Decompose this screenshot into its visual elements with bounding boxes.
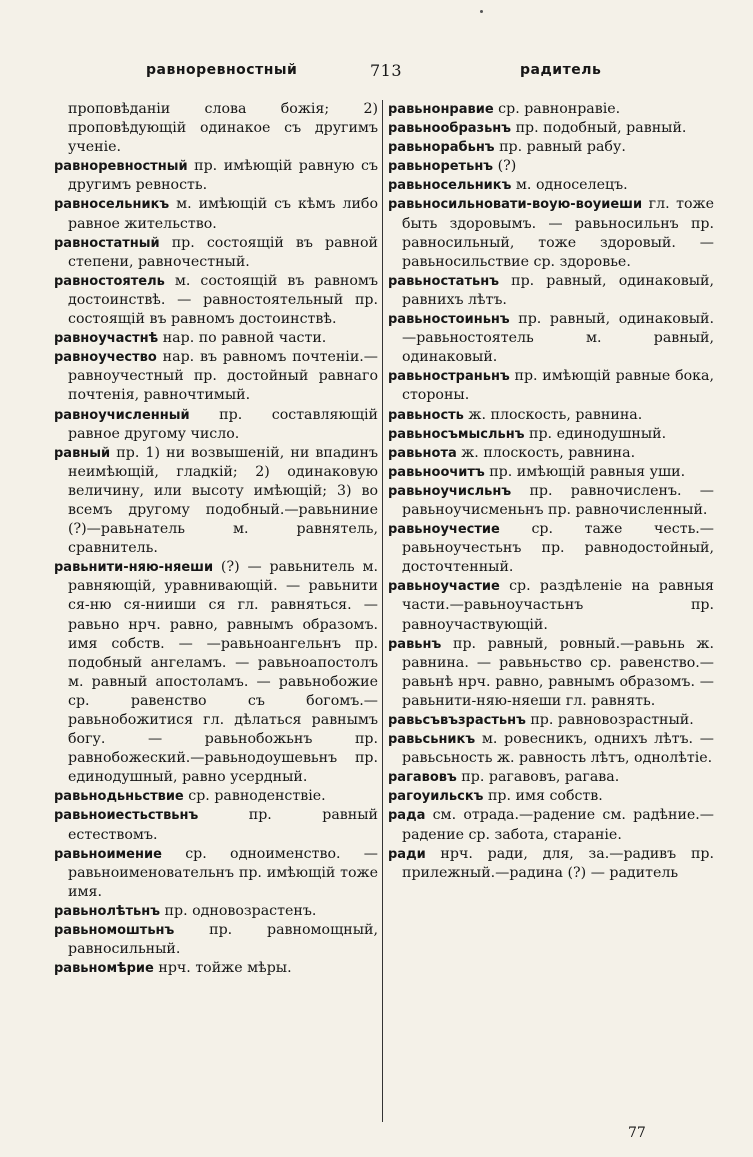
entry-text: пр. 1) ни возвышеній, ни впадинъ неимѣющій, гладкій; 2) одинаковую величину, или высоту имѣющій; 3) во всемъ другому подобный.—равьниние (?)—равьнатель м. равнятель, сравнитель. bbox=[68, 444, 378, 557]
dictionary-entry bbox=[388, 100, 714, 119]
entry-lemma: равьносельникъ bbox=[388, 178, 512, 194]
entry-text: м. односелецъ. bbox=[511, 177, 628, 194]
dictionary-entry bbox=[388, 577, 714, 634]
dictionary-entry bbox=[388, 272, 714, 310]
dictionary-entry bbox=[388, 119, 714, 138]
entry-text: ср. одноименство. — равьноименовательнъ пр. имѣющій тоже имя. bbox=[68, 845, 378, 900]
dictionary-entry bbox=[388, 806, 714, 844]
dictionary-entry bbox=[54, 902, 378, 921]
entry-lemma: равьсьникъ bbox=[388, 732, 476, 748]
entry-text: пр. подобный, равный. bbox=[511, 120, 687, 137]
dictionary-entry bbox=[388, 463, 714, 482]
entry-text: ср. раздѣленіе на равныя части.—равьноучастьнъ пр. равноучаствующій. bbox=[402, 578, 714, 633]
entry-lemma: равьносъмысльнъ bbox=[388, 426, 525, 442]
ink-speck bbox=[480, 10, 483, 13]
dictionary-entry bbox=[54, 348, 378, 405]
dictionary-entry bbox=[54, 806, 378, 844]
entry-lemma: равьностатьнъ bbox=[388, 273, 499, 289]
entry-text: ср. таже честь.—равьноучестьнъ пр. равнодостойный, досточтенный. bbox=[402, 521, 714, 576]
dictionary-entry bbox=[54, 921, 378, 959]
dictionary-entry bbox=[54, 406, 378, 444]
header-right-word: радитель bbox=[520, 62, 602, 78]
dictionary-entry bbox=[388, 138, 714, 157]
column-divider bbox=[382, 100, 383, 1122]
entry-lemma: равноревностный bbox=[54, 159, 188, 175]
entry-lemma: равьностраньнъ bbox=[388, 369, 510, 385]
dictionary-entry bbox=[388, 176, 714, 195]
entry-text: пр. имѣющій равные бока, стороны. bbox=[402, 368, 714, 404]
dictionary-entry bbox=[388, 711, 714, 730]
entry-text: гл. тоже быть здоровымъ. — равьносильнъ пр. равносильный, тоже здоровый. — равьносильствие ср. здоровье. bbox=[402, 196, 714, 270]
entry-text: пр. рагавовъ, рагава. bbox=[456, 769, 620, 786]
entry-lemma: ради bbox=[388, 846, 426, 862]
dictionary-entry bbox=[54, 959, 378, 978]
dictionary-entry bbox=[388, 482, 714, 520]
entry-text: нар. въ равномъ почтеніи.—равноучестный пр. достойный равнаго почтенія, равночтимый. bbox=[68, 349, 378, 404]
left-column bbox=[54, 100, 378, 978]
entry-text: пр. равный, одинаковый, равнихъ лѣтъ. bbox=[402, 272, 714, 308]
entry-lemma: равьномѣрие bbox=[54, 961, 154, 977]
entry-text: пр. равный, ровный.—равьнь ж. равнина. — равьньство ср. равенство.— равьнѣ нрч. равно, равнымъ образомъ. — равьнити-няю-няеши гл. равнять. bbox=[402, 635, 714, 709]
entry-lemma: равьноучастие bbox=[388, 579, 500, 595]
entry-lemma: равьностоиньнъ bbox=[388, 312, 510, 328]
entry-lemma: равноучисленный bbox=[54, 407, 190, 423]
dictionary-entry bbox=[54, 845, 378, 902]
entry-text: ж. плоскость, равнина. bbox=[456, 444, 636, 461]
entry-lemma: рагоуильскъ bbox=[388, 789, 484, 805]
signature-number: 77 bbox=[628, 1125, 646, 1141]
entry-text: пр. имѣющій равныя уши. bbox=[484, 463, 686, 480]
entry-text: пр. равномощный, равносильный. bbox=[68, 922, 378, 958]
entry-lemma: равьноимение bbox=[54, 846, 162, 862]
entry-lemma: равьноучестие bbox=[388, 522, 500, 538]
entry-lemma: равьноучисльнъ bbox=[388, 483, 512, 499]
dictionary-entry bbox=[54, 272, 378, 329]
entry-lemma: равьнодьньствие bbox=[54, 789, 184, 805]
dictionary-entry bbox=[54, 234, 378, 272]
entry-text: ж. плоскость, равнина. bbox=[463, 406, 643, 423]
entry-text: (?) — равьнитель м. равняющій, уравнивающій. — равьнити ся-ню ся-нииши ся гл. равняться. — равьно нрч. равно, равнымъ образомъ. имя собств. — —равьноангельнъ пр. подобный ангеламъ. — равьноапостолъ м. равный апостоламъ. — равьнобожие ср. равенство съ богомъ.—равьнобожитися гл. дѣлаться равнымъ богу. — равьнобожьнъ пр. равнобожеский.—равьнодоушевьнъ пр. единодушный, равно усердный. bbox=[68, 559, 378, 786]
entry-text: пр. равный, одинаковый.—равьностоятель м. равный, одинаковый. bbox=[402, 311, 714, 366]
entry-text: пр. состоящій въ равной степени, равночестный. bbox=[68, 234, 378, 270]
entry-lemma: равьномоштьнъ bbox=[54, 923, 175, 939]
entry-text: проповѣданіи слова божія; 2) проповѣдующій одинакое съ другимъ ученіе. bbox=[68, 101, 378, 156]
entry-text: пр. равночисленъ. — равьноучисменьнъ пр. равночисленный. bbox=[402, 482, 714, 518]
dictionary-entry bbox=[388, 157, 714, 176]
entry-text: м. состоящій въ равномъ достоинствѣ. — равностоятельный пр. состоящій въ равномъ достоинствѣ. bbox=[68, 272, 378, 328]
entry-text: пр. составляющій равное другому число. bbox=[68, 406, 378, 442]
entry-text: м. ровесникъ, однихъ лѣтъ. — равьсьность ж. равность лѣтъ, однолѣтіе. bbox=[402, 731, 714, 767]
entry-lemma: рагавовъ bbox=[388, 770, 457, 786]
entry-lemma: равьносильновати-воую-воуиеши bbox=[388, 197, 643, 213]
entry-lemma: равностатный bbox=[54, 235, 160, 251]
dictionary-entry bbox=[388, 195, 714, 271]
entry-text: м. имѣющій съ кѣмъ либо равное жительство. bbox=[68, 196, 378, 232]
dictionary-entry bbox=[54, 558, 378, 787]
dictionary-entry bbox=[388, 845, 714, 883]
entry-text: пр. имѣющій равную съ другимъ ревность. bbox=[68, 158, 378, 194]
entry-text: пр. равновозрастный. bbox=[525, 712, 694, 728]
entry-lemma: равносельникъ bbox=[54, 197, 170, 213]
entry-lemma: равный bbox=[54, 445, 111, 461]
entry-text: см. отрада.—радение см. радѣние.—радение ср. забота, стараніе. bbox=[402, 807, 714, 843]
dictionary-entry bbox=[388, 768, 714, 787]
entry-lemma: равьсъвъзрастьнъ bbox=[388, 713, 526, 728]
dictionary-entry bbox=[54, 157, 378, 195]
entry-lemma: равноучество bbox=[54, 350, 157, 366]
dictionary-entry bbox=[388, 730, 714, 768]
entry-lemma: равьноиестьствьнъ bbox=[54, 808, 199, 824]
entry-text: нрч. тойже мѣры. bbox=[153, 960, 292, 977]
entry-lemma: равьнити-няю-няеши bbox=[54, 560, 214, 576]
dictionary-entry bbox=[388, 444, 714, 463]
dictionary-entry bbox=[54, 787, 378, 806]
dictionary-entry bbox=[388, 310, 714, 367]
dictionary-entry bbox=[388, 425, 714, 444]
page-header bbox=[0, 62, 753, 86]
dictionary-entry bbox=[388, 520, 714, 577]
entry-lemma: равьнорабьнъ bbox=[388, 140, 495, 156]
entry-text: пр. одновозрастенъ. bbox=[160, 902, 317, 919]
entry-text: нар. по равной части. bbox=[158, 330, 327, 347]
dictionary-entry bbox=[54, 329, 378, 348]
entry-lemma: рада bbox=[388, 808, 426, 824]
entry-text: пр. равный естествомъ. bbox=[68, 807, 378, 843]
page-number: 713 bbox=[370, 61, 403, 80]
entry-lemma: равьнообразьнъ bbox=[388, 121, 512, 137]
entry-text: нрч. ради, для, за.—радивъ пр. прилежный.—радина (?) — радитель bbox=[402, 845, 714, 881]
entry-text: пр. единодушный. bbox=[524, 425, 667, 442]
entry-lemma: равьнонравие bbox=[388, 102, 494, 117]
right-column bbox=[388, 100, 714, 883]
entry-lemma: равностоятель bbox=[54, 273, 165, 289]
entry-text: пр. равный рабу. bbox=[494, 139, 626, 156]
entry-text: (?) bbox=[493, 158, 517, 175]
dictionary-entry bbox=[388, 635, 714, 711]
entry-text: ср. равноденствіе. bbox=[183, 788, 326, 805]
entry-lemma: равьнолѣтьнъ bbox=[54, 903, 161, 919]
entry-text: ср. равнонравіе. bbox=[493, 101, 621, 117]
entry-lemma: равьноочитъ bbox=[388, 464, 485, 480]
entry-lemma: равьнота bbox=[388, 445, 457, 461]
dictionary-entry bbox=[388, 367, 714, 405]
dictionary-entry bbox=[54, 100, 378, 157]
dictionary-entry bbox=[54, 444, 378, 559]
dictionary-entry bbox=[388, 787, 714, 806]
entry-text: пр. имя собств. bbox=[483, 788, 603, 805]
entry-lemma: равьнъ bbox=[388, 636, 442, 652]
entry-lemma: равьность bbox=[388, 407, 464, 423]
entry-lemma: равьноретьнъ bbox=[388, 159, 494, 175]
dictionary-entry bbox=[388, 406, 714, 425]
header-left-word: равноревностный bbox=[146, 62, 298, 78]
dictionary-entry bbox=[54, 195, 378, 233]
entry-lemma: равноучастнѣ bbox=[54, 331, 159, 347]
